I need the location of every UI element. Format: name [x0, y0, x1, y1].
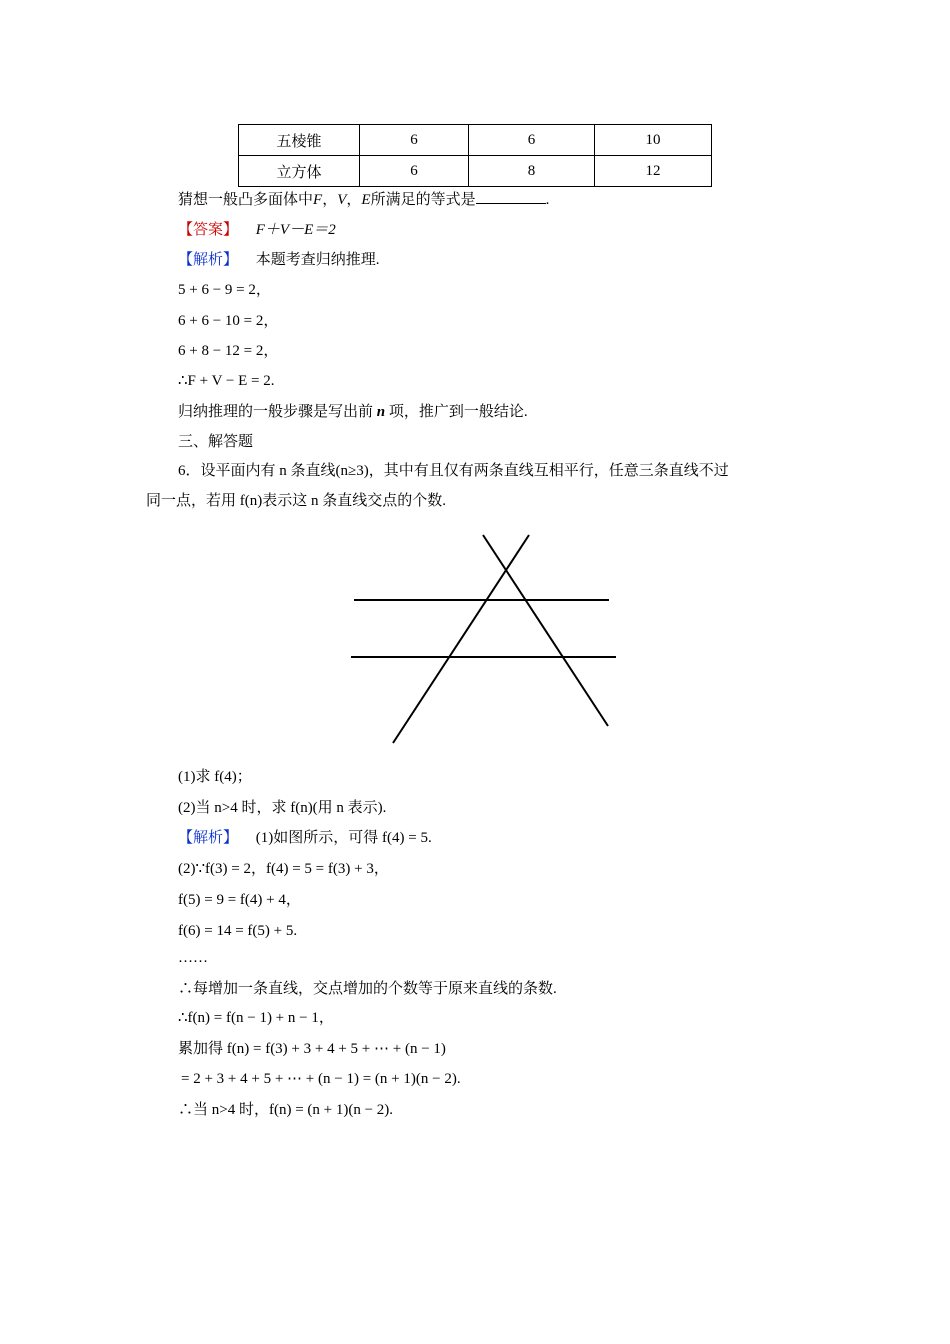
- table-cell: 6: [360, 156, 469, 187]
- var-n: n: [376, 404, 386, 420]
- question-6-part-1: (1)求 f(4)；: [178, 769, 252, 785]
- oblique-line-left: [393, 535, 529, 743]
- analysis-first-text: (1)如图所示，可得 f(4) = 5.: [255, 830, 432, 846]
- prompt-text: 所满足的等式是: [370, 192, 476, 208]
- analysis-line: ……: [178, 950, 208, 966]
- table-cell: 6: [469, 125, 595, 156]
- var-V: V: [337, 192, 347, 208]
- analysis-line: 6 + 6 − 10 = 2，: [178, 313, 279, 329]
- separator: ，: [346, 192, 362, 208]
- question-6-line-2: 同一点，若用 f(n)表示这 n 条直线交点的个数.: [146, 493, 446, 509]
- table-cell: 立方体: [239, 156, 360, 187]
- analysis-line: ∴F + V − E = 2.: [178, 373, 275, 389]
- analysis-line: f(6) = 14 = f(5) + 5.: [178, 923, 298, 939]
- question-6-part-2: (2)当 n>4 时，求 f(n)(用 n 表示).: [178, 800, 387, 816]
- analysis-line: 6 + 8 − 12 = 2，: [178, 343, 279, 359]
- answer-text: F＋V－E＝2: [255, 222, 336, 238]
- prompt-text: 猜想一般凸多面体中: [178, 192, 314, 208]
- prompt-end: .: [545, 192, 550, 208]
- analysis-line: 累加得 f(n) = f(3) + 3 + 4 + 5 + ⋯ + (n − 1): [178, 1041, 446, 1057]
- analysis-line: ∴当 n>4 时，f(n) = (n + 1)(n − 2).: [178, 1102, 394, 1118]
- analysis-line: ∴每增加一条直线，交点增加的个数等于原来直线的条数.: [178, 981, 557, 997]
- table-cell: 12: [595, 156, 712, 187]
- table-cell: 10: [595, 125, 712, 156]
- analysis-line: ∴f(n) = f(n − 1) + n − 1，: [178, 1010, 334, 1026]
- table-cell: 6: [360, 125, 469, 156]
- table-cell: 五棱锥: [239, 125, 360, 156]
- var-E: E: [361, 192, 371, 208]
- analysis-label: 【解析】: [178, 830, 239, 846]
- analysis-2-first: [178, 828, 432, 848]
- analysis-line: f(5) = 9 = f(4) + 4，: [178, 892, 301, 908]
- table-cell: 8: [469, 156, 595, 187]
- question-6-line-1: 6．设平面内有 n 条直线(n≥3)，其中有且仅有两条直线互相平行，任意三条直线不过: [178, 463, 729, 479]
- summary-text: 项，推广到一般结论.: [388, 404, 528, 420]
- oblique-line-right: [483, 535, 608, 726]
- summary-text: 归纳推理的一般步骤是写出前: [178, 404, 374, 420]
- answer-label: 【答案】: [178, 222, 239, 238]
- analysis-line: (2)∵f(3) = 2，f(4) = 5 = f(3) + 3，: [178, 861, 389, 877]
- analysis-intro: 本题考查归纳推理.: [255, 252, 380, 268]
- section-heading: 三、解答题: [178, 434, 254, 450]
- analysis-label: 【解析】: [178, 252, 239, 268]
- var-F: F: [313, 192, 323, 208]
- separator: ，: [322, 192, 338, 208]
- analysis-line: 5 + 6 − 9 = 2，: [178, 282, 271, 298]
- analysis-line: = 2 + 3 + 4 + 5 + ⋯ + (n − 1) = (n + 1)(n − 2).: [181, 1071, 461, 1087]
